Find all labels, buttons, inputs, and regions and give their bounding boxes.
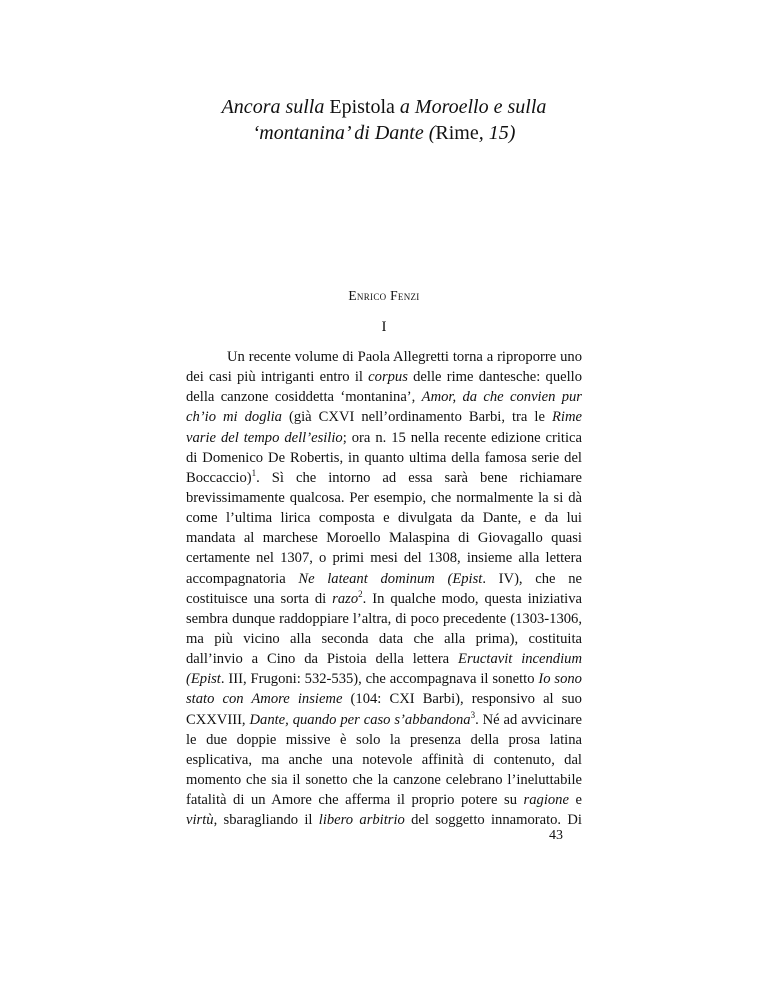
text-line bbox=[186, 548, 582, 568]
text-run: . Né ad avvicinare bbox=[475, 711, 582, 728]
text-line bbox=[186, 629, 582, 649]
text-run: mandata al marchese Moroello Malaspina di Giovagallo quasi bbox=[186, 530, 582, 547]
text-run: le due doppie missive è solo la presenza della prosa latina bbox=[186, 731, 582, 748]
text-run: ragione bbox=[523, 792, 569, 809]
text-line bbox=[186, 710, 582, 730]
text-line bbox=[186, 770, 582, 790]
title-line-2: ‘montanina’ di Dante (Rime, 15) bbox=[252, 122, 516, 144]
text-run: ma più vicino alla seconda data che alla prima), costituita bbox=[186, 630, 582, 647]
text-line bbox=[186, 669, 582, 689]
text-line bbox=[186, 347, 582, 367]
text-line bbox=[186, 689, 582, 709]
text-line bbox=[186, 448, 582, 468]
text-run: dall’invio a Cino da Pistoia della lettera bbox=[186, 651, 459, 668]
text-run: e bbox=[568, 792, 582, 809]
text-run: corpus bbox=[368, 369, 408, 386]
text-run: CXXVIII, bbox=[186, 711, 250, 728]
text-line bbox=[186, 589, 582, 609]
text-run: del soggetto innamorato. Di bbox=[404, 812, 582, 829]
text-run: Dante, quando per caso s’abbandona bbox=[249, 711, 471, 728]
text-run: (già CXVI nell’ordinamento Barbi, tra le bbox=[281, 409, 552, 426]
article-title bbox=[0, 94, 768, 146]
text-line bbox=[186, 730, 582, 750]
body-paragraph bbox=[186, 347, 582, 830]
text-line bbox=[186, 528, 582, 548]
text-run: Amor, da che convien pur bbox=[421, 389, 582, 406]
text-run: Io sono bbox=[538, 671, 582, 688]
text-run: . Sì che intorno ad essa sarà bene richiamare bbox=[256, 469, 582, 486]
text-run: Un recente volume di Paola Allegretti torna a riproporre uno bbox=[227, 349, 582, 365]
text-line bbox=[186, 428, 582, 448]
text-run: Boccaccio) bbox=[186, 469, 252, 486]
text-run: varie del tempo dell’esilio bbox=[186, 429, 343, 446]
text-run: certamente nel 1307, o primi mesi del 1308, insieme alla lettera bbox=[186, 550, 582, 567]
text-run: esplicativa, ma anche una notevole affinità di contenuto, dal bbox=[186, 751, 582, 768]
title-line-1: Ancora sulla Epistola a Moroello e sulla bbox=[221, 96, 547, 118]
text-run: dei casi più intriganti entro il bbox=[186, 369, 369, 386]
text-run: brevissimamente qualcosa. Per esempio, che normalmente la si dà bbox=[186, 489, 582, 506]
text-run: (104: CXI Barbi), responsivo al suo bbox=[342, 691, 582, 708]
text-run: libero arbitrio bbox=[318, 812, 405, 829]
text-run: . In qualche modo, questa iniziativa bbox=[362, 590, 582, 607]
text-line bbox=[186, 387, 582, 407]
text-run: razo bbox=[332, 590, 359, 607]
text-run: virtù bbox=[186, 812, 214, 829]
text-line bbox=[186, 569, 582, 589]
text-run: . IV), che ne bbox=[482, 570, 582, 587]
footnote-marker: 2 bbox=[358, 588, 363, 599]
text-run: . III, Frugoni: 532-535), che accompagnava il sonetto bbox=[220, 671, 539, 688]
text-run: Ne lateant dominum (Epist bbox=[298, 570, 483, 587]
text-run: come l’ultima lirica composta e divulgata da Dante, e da lui bbox=[186, 510, 582, 527]
author-name: Enrico Fenzi bbox=[348, 288, 420, 303]
text-line bbox=[186, 367, 582, 387]
text-run: della canzone cosiddetta ‘montanina’, bbox=[186, 389, 422, 406]
page-number: 43 bbox=[549, 828, 563, 843]
footnote-marker: 1 bbox=[251, 467, 257, 478]
text-run: delle rime dantesche: quello bbox=[407, 369, 583, 386]
text-run: , sbaragliando il bbox=[213, 812, 319, 829]
text-line bbox=[186, 407, 582, 427]
text-line bbox=[186, 468, 582, 488]
footnote-marker: 3 bbox=[470, 709, 476, 720]
text-run: (Epist bbox=[186, 671, 221, 688]
text-line bbox=[186, 488, 582, 508]
text-run: ch’io mi doglia bbox=[186, 409, 282, 426]
text-run: momento che sia il sonetto che la canzone celebrano l’ineluttabile bbox=[186, 771, 582, 788]
text-line bbox=[186, 790, 582, 810]
text-run: costituisce una sorta di bbox=[186, 590, 333, 607]
text-run: fatalità di un Amore che afferma il proprio potere su bbox=[186, 792, 524, 809]
text-line bbox=[186, 609, 582, 629]
text-line bbox=[186, 649, 582, 669]
text-line bbox=[186, 508, 582, 528]
text-run: accompagnatoria bbox=[186, 570, 299, 587]
text-line bbox=[186, 810, 582, 830]
text-run: sembra dunque raddoppiare l’altra, di poco precedente (1303-1306, bbox=[186, 610, 582, 627]
text-run: Eructavit incendium bbox=[458, 651, 582, 668]
section-number: I bbox=[381, 319, 387, 335]
text-run: ; ora n. 15 nella recente edizione critica bbox=[342, 429, 582, 446]
text-line bbox=[186, 750, 582, 770]
text-run: Rime bbox=[552, 409, 582, 426]
text-run: di Domenico De Robertis, in quanto ultima della famosa serie del bbox=[186, 449, 582, 466]
text-run: stato con Amore insieme bbox=[186, 691, 343, 708]
